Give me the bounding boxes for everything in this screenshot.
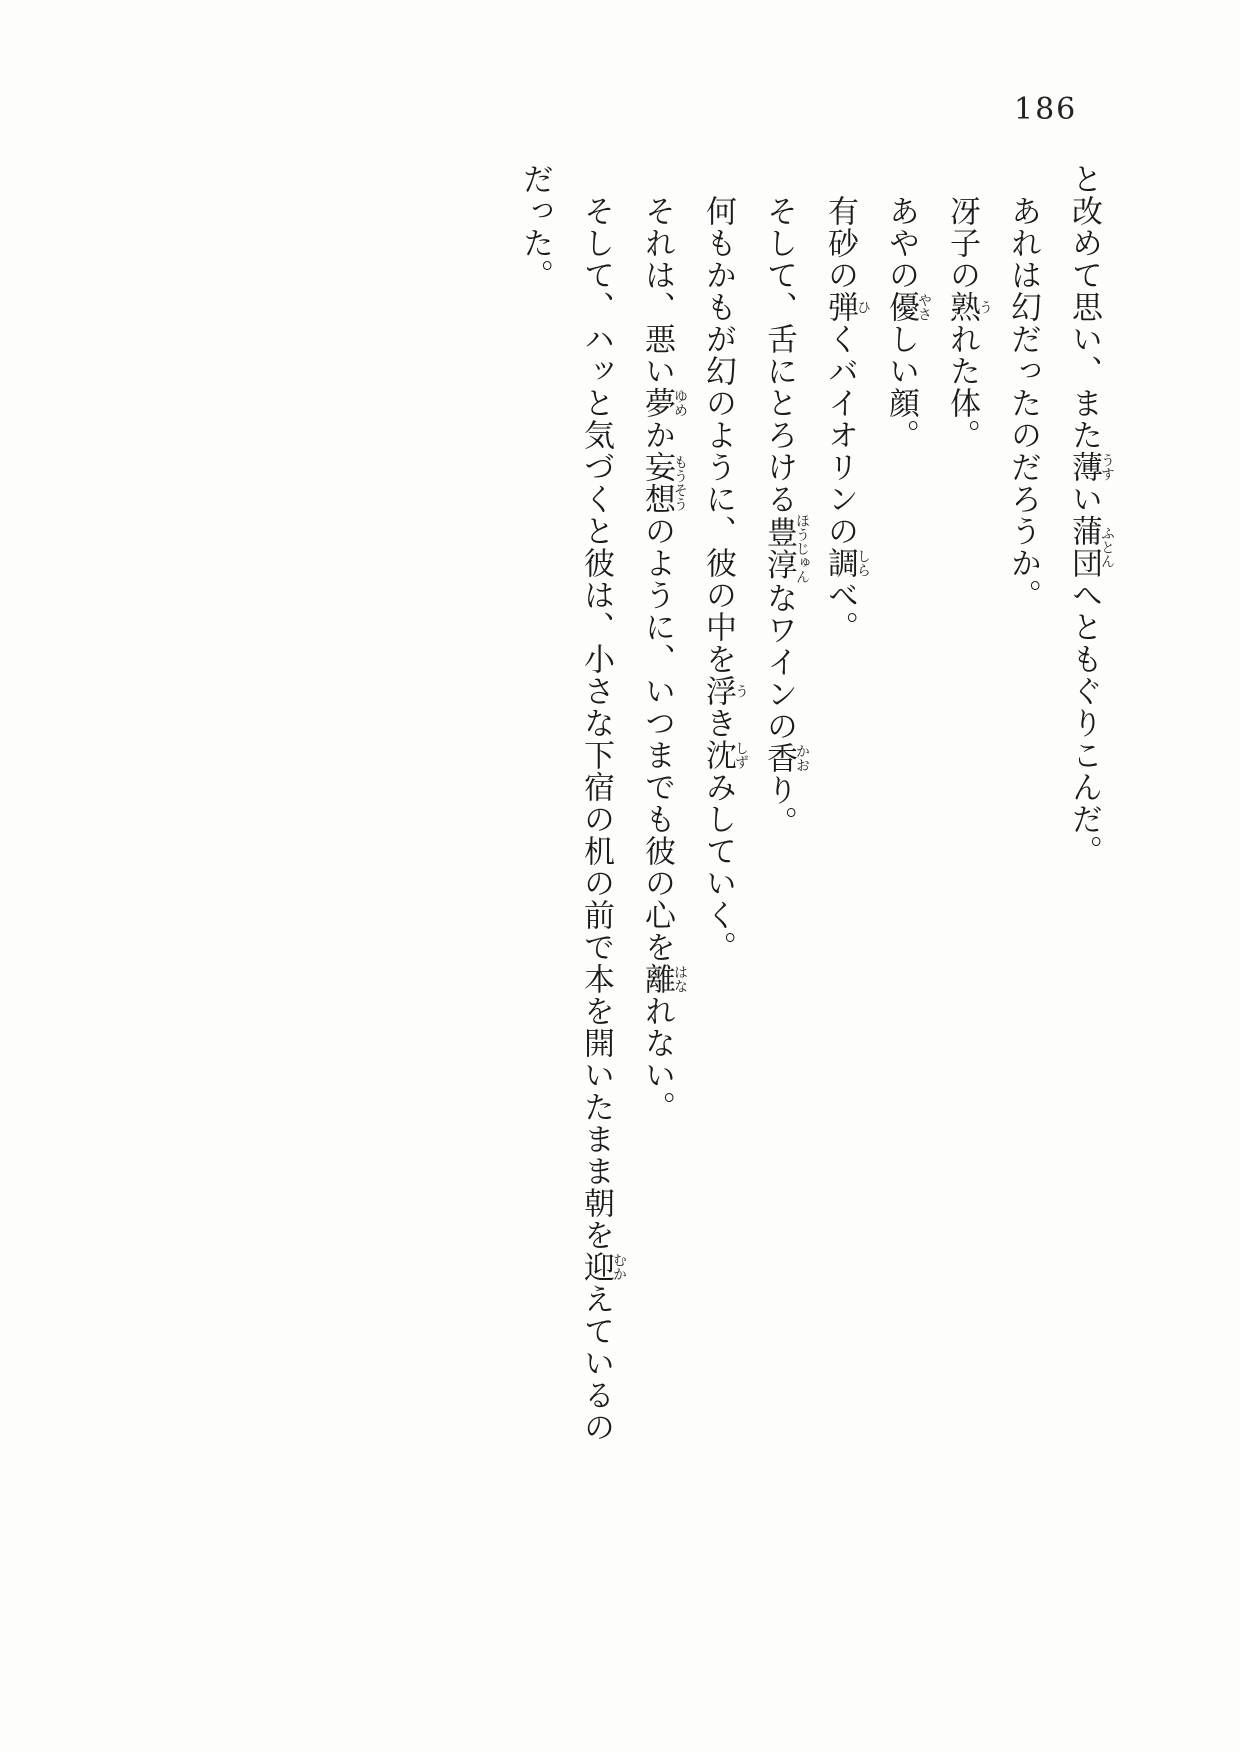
ruby-annotated-word: 迎むか bbox=[578, 1251, 627, 1283]
ruby-annotated-word: 弾ひ bbox=[822, 291, 871, 323]
ruby-annotated-word: 豊淳ほうじゅん bbox=[761, 513, 810, 584]
text-line-2: あれは幻だったのだろうか。 bbox=[1005, 195, 1041, 611]
ruby-annotated-word: 薄うす bbox=[1066, 451, 1115, 483]
ruby-annotated-word: 浮う bbox=[700, 675, 749, 707]
page-number: 186 bbox=[1014, 92, 1078, 127]
ruby-annotated-word: 調しら bbox=[822, 547, 871, 579]
text-line-3: 冴子の熟うれた体。 bbox=[944, 195, 993, 451]
text-line-8: それは、悪い夢ゆめか妄想もうそうのように、いつまでも彼の心を離はなれない。 bbox=[639, 195, 688, 1123]
text-line-10: だった。 bbox=[517, 163, 553, 291]
ruby-annotated-word: 妄想もうそう bbox=[639, 451, 688, 515]
text-line-5: 有砂の弾ひくバイオリンの調しらべ。 bbox=[822, 195, 871, 643]
text-line-9: そして、ハッと気づくと彼は、小さな下宿の机の前で本を開いたまま朝を迎むかえているの bbox=[578, 195, 627, 1443]
ruby-annotated-word: 蒲団ふとん bbox=[1066, 515, 1115, 579]
ruby-annotated-word: 熟う bbox=[944, 291, 993, 323]
text-line-6: そして、舌にとろける豊淳ほうじゅんなワインの香かおり。 bbox=[761, 195, 810, 838]
ruby-annotated-word: 離はな bbox=[639, 963, 688, 995]
text-line-7: 何もかもが幻のように、彼の中を浮うき沈しずみしていく。 bbox=[700, 195, 749, 963]
ruby-annotated-word: 夢ゆめ bbox=[639, 387, 688, 419]
text-line-1: と改めて思い、また薄うすい蒲団ふとんへともぐりこんだ。 bbox=[1066, 163, 1115, 867]
text-block bbox=[504, 163, 1114, 1503]
ruby-annotated-word: 優やさ bbox=[883, 291, 932, 323]
ruby-annotated-word: 沈しず bbox=[700, 739, 749, 771]
text-line-4: あやの優やさしい顔。 bbox=[883, 195, 932, 451]
ruby-annotated-word: 香かお bbox=[761, 742, 810, 774]
